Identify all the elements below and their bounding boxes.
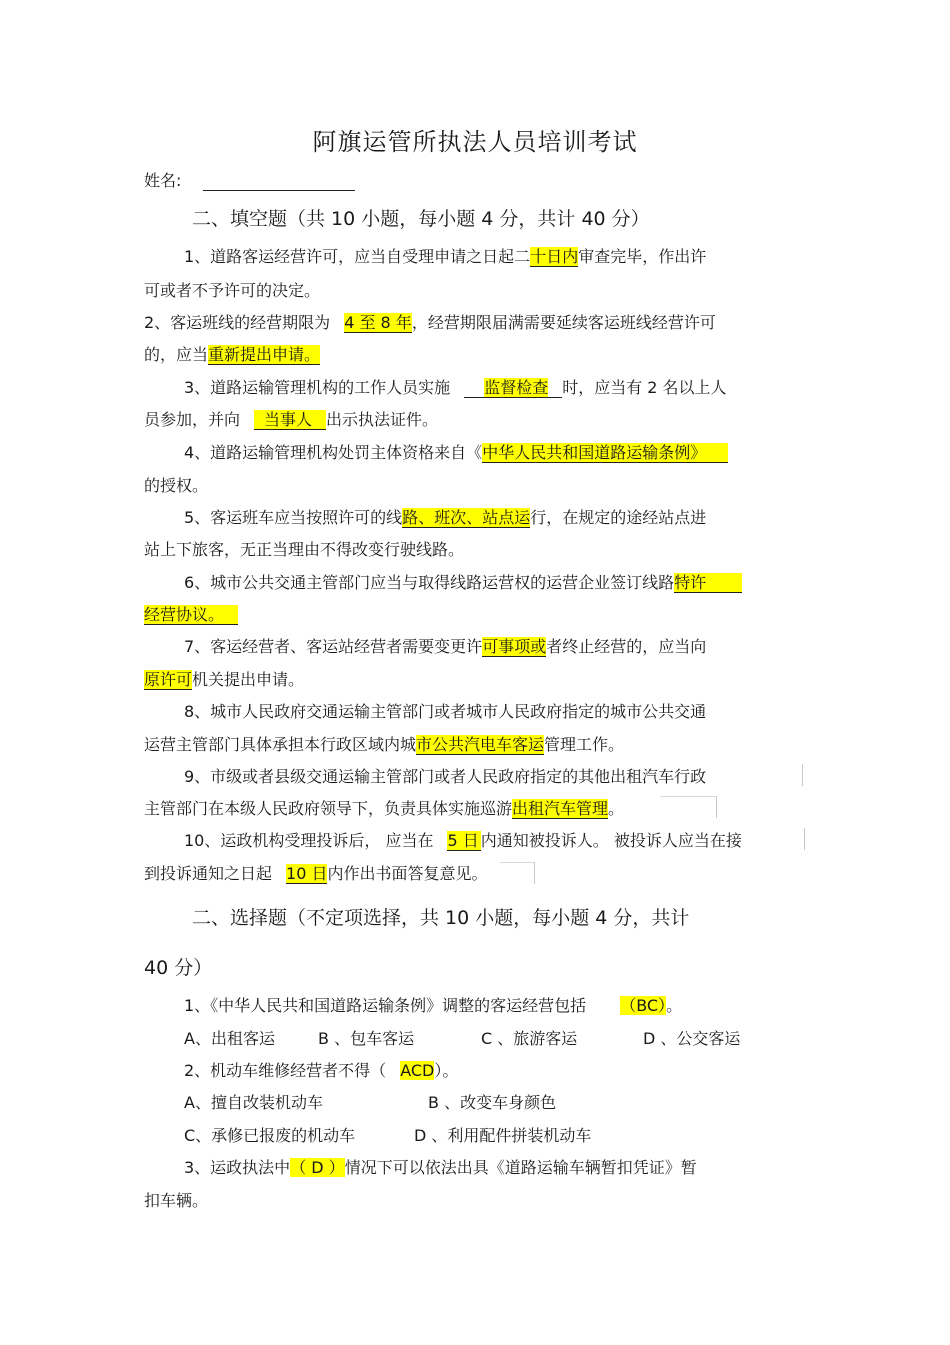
question-3-text-cont-2: 出示执法证件。 — [326, 410, 439, 429]
question-4-line-1 — [184, 442, 728, 464]
answer-9: 出租汽车管理 — [512, 799, 609, 818]
question-3-text: 3、道路运输管理机构的工作人员实施 — [184, 378, 451, 397]
choice-answer-2: ACD — [400, 1061, 435, 1080]
question-3-text-2: 员参加，并向 — [144, 410, 241, 429]
choice-2-option-c: C、承修已报废的机动车 — [184, 1126, 356, 1145]
question-7-text-cont: 者终止经营的，应当向 — [546, 637, 707, 656]
scan-artifact-mark — [534, 862, 535, 884]
question-2-text: 2、客运班线的经营期限为 — [144, 313, 331, 332]
section-heading-fill-blank: 二、填空题（共 10 小题，每小题 4 分，共计 40 分） — [192, 208, 650, 230]
choice-question-2-stem — [184, 1060, 458, 1082]
section-heading-multiple-choice: 二、选择题（不定项选择，共 10 小题，每小题 4 分，共计 — [192, 907, 690, 929]
question-3-text-cont: 时，应当有 2 名以上人 — [562, 378, 727, 397]
answer-6b: 经营协议。 — [144, 605, 238, 625]
name-label: 姓名: — [144, 171, 182, 190]
question-9-line-1: 9、市级或者县级交通运输主管部门或者人民政府指定的其他出租汽车行政 — [184, 767, 707, 786]
question-7-text: 7、客运经营者、客运站经营者需要变更许 — [184, 637, 483, 656]
question-1-line-2: 可或者不予许可的决定。 — [144, 281, 321, 300]
choice-question-1-stem — [184, 995, 682, 1017]
choice-question-3-text-cont: 情况下可以依法出具《道路运输车辆暂扣凭证》暂 — [344, 1158, 697, 1177]
question-3-line-1 — [184, 377, 727, 399]
question-2-text-2: 的，应当 — [144, 345, 209, 364]
answer-1: 十日内 — [530, 247, 579, 266]
name-blank-line — [203, 172, 355, 191]
question-10-text: 10、运政机构受理投诉后， 应当在 — [184, 831, 434, 850]
question-6-text: 6、城市公共交通主管部门应当与取得线路运营权的运营企业签订线路 — [184, 573, 675, 592]
scan-artifact-mark — [716, 796, 717, 818]
answer-7a: 可事项或 — [482, 637, 547, 656]
question-10-line-1 — [184, 830, 742, 852]
choice-question-3-stem — [184, 1157, 697, 1179]
choice-answer-1: （BC） — [620, 996, 667, 1015]
question-2-line-2 — [144, 344, 320, 366]
answer-2b: 重新提出申请。 — [208, 345, 321, 364]
question-3-line-2 — [144, 409, 438, 431]
question-2-text-cont: ，经营期限届满需要延续客运班线经营许可 — [411, 313, 716, 332]
question-2-line-1 — [144, 312, 716, 334]
answer-4: 中华人民共和国道路运输条例》 — [482, 443, 728, 463]
answer-10a: 5 日 — [447, 831, 479, 850]
question-10-text-2: 到投诉通知之日起 — [144, 864, 273, 883]
question-8-text: 运营主管部门具体承担本行政区域内城 — [144, 735, 417, 754]
choice-2-option-d: D 、利用配件拼装机动车 — [414, 1126, 592, 1145]
scan-artifact-mark — [804, 828, 805, 850]
question-5-text: 5、客运班车应当按照许可的线 — [184, 508, 403, 527]
answer-2a: 4 至 8 年 — [344, 313, 412, 332]
scan-artifact-mark — [802, 764, 803, 786]
question-9-text: 主管部门在本级人民政府领导下，负责具体实施巡游 — [144, 799, 513, 818]
choice-question-3-text: 3、运政执法中 — [184, 1158, 291, 1177]
choice-2-option-b: B 、改变车身颜色 — [428, 1093, 557, 1112]
question-6-line-1 — [184, 572, 742, 594]
question-5-text-cont: 行，在规定的途经站点进 — [530, 508, 707, 527]
scan-artifact-mark — [660, 796, 716, 797]
answer-8: 市公共汽电车客运 — [416, 735, 545, 754]
page-title: 阿旗运管所执法人员培训考试 — [312, 128, 638, 156]
question-7-line-2 — [144, 669, 304, 691]
question-1-line-1 — [184, 246, 706, 268]
scan-artifact-mark — [500, 862, 534, 863]
answer-7b: 原许可 — [144, 670, 193, 689]
answer-3a-blank — [464, 378, 562, 398]
choice-question-2-text: 2、机动车维修经营者不得（ — [184, 1061, 387, 1080]
answer-6a: 特许 — [674, 573, 742, 593]
answer-10b: 10 日 — [286, 864, 328, 883]
name-field-row — [144, 168, 355, 191]
question-5-line-1 — [184, 507, 706, 529]
answer-3a: 监督检查 — [484, 378, 549, 397]
choice-question-3-line-2: 扣车辆。 — [144, 1191, 209, 1210]
choice-1-option-a: A、出租客运 — [184, 1029, 275, 1048]
answer-3b: 当事人 — [254, 410, 326, 430]
question-8-line-2 — [144, 734, 624, 756]
question-5-line-2: 站上下旅客，无正当理由不得改变行驶线路。 — [144, 540, 465, 559]
section-heading-multiple-choice-cont: 40 分） — [144, 957, 213, 979]
question-1-text-cont: 审查完毕，作出许 — [578, 247, 707, 266]
choice-1-option-d: D 、公交客运 — [643, 1029, 741, 1048]
question-4-text: 4、道路运输管理机构处罚主体资格来自《 — [184, 443, 483, 462]
choice-question-1-text: 1、《中华人民共和国道路运输条例》调整的客运经营包括 — [184, 996, 587, 1015]
choice-1-option-c: C 、旅游客运 — [481, 1029, 578, 1048]
answer-5: 路、班次、站点运 — [402, 508, 531, 527]
question-9-line-2 — [144, 798, 624, 820]
question-10-text-cont-2: 内作出书面答复意见。 — [327, 864, 488, 883]
choice-question-2-end: ）。 — [434, 1061, 459, 1080]
question-7-text-cont-2: 机关提出申请。 — [192, 670, 305, 689]
question-6-line-2 — [144, 604, 238, 626]
question-8-text-cont: 管理工作。 — [544, 735, 625, 754]
question-4-line-2: 的授权。 — [144, 476, 209, 495]
question-8-line-1: 8、城市人民政府交通运输主管部门或者城市人民政府指定的城市公共交通 — [184, 702, 707, 721]
choice-answer-3: （ D ） — [290, 1158, 345, 1177]
choice-question-1-end: 。 — [666, 996, 683, 1015]
question-10-line-2 — [144, 863, 487, 885]
choice-1-option-b: B 、包车客运 — [318, 1029, 415, 1048]
choice-2-option-a: A、擅自改装机动车 — [184, 1093, 323, 1112]
question-10-text-cont: 内通知被投诉人。 被投诉人应当在接 — [480, 831, 742, 850]
question-1-text: 1、道路客运经营许可，应当自受理申请之日起二 — [184, 247, 531, 266]
question-7-line-1 — [184, 636, 706, 658]
question-9-text-cont: 。 — [608, 799, 625, 818]
